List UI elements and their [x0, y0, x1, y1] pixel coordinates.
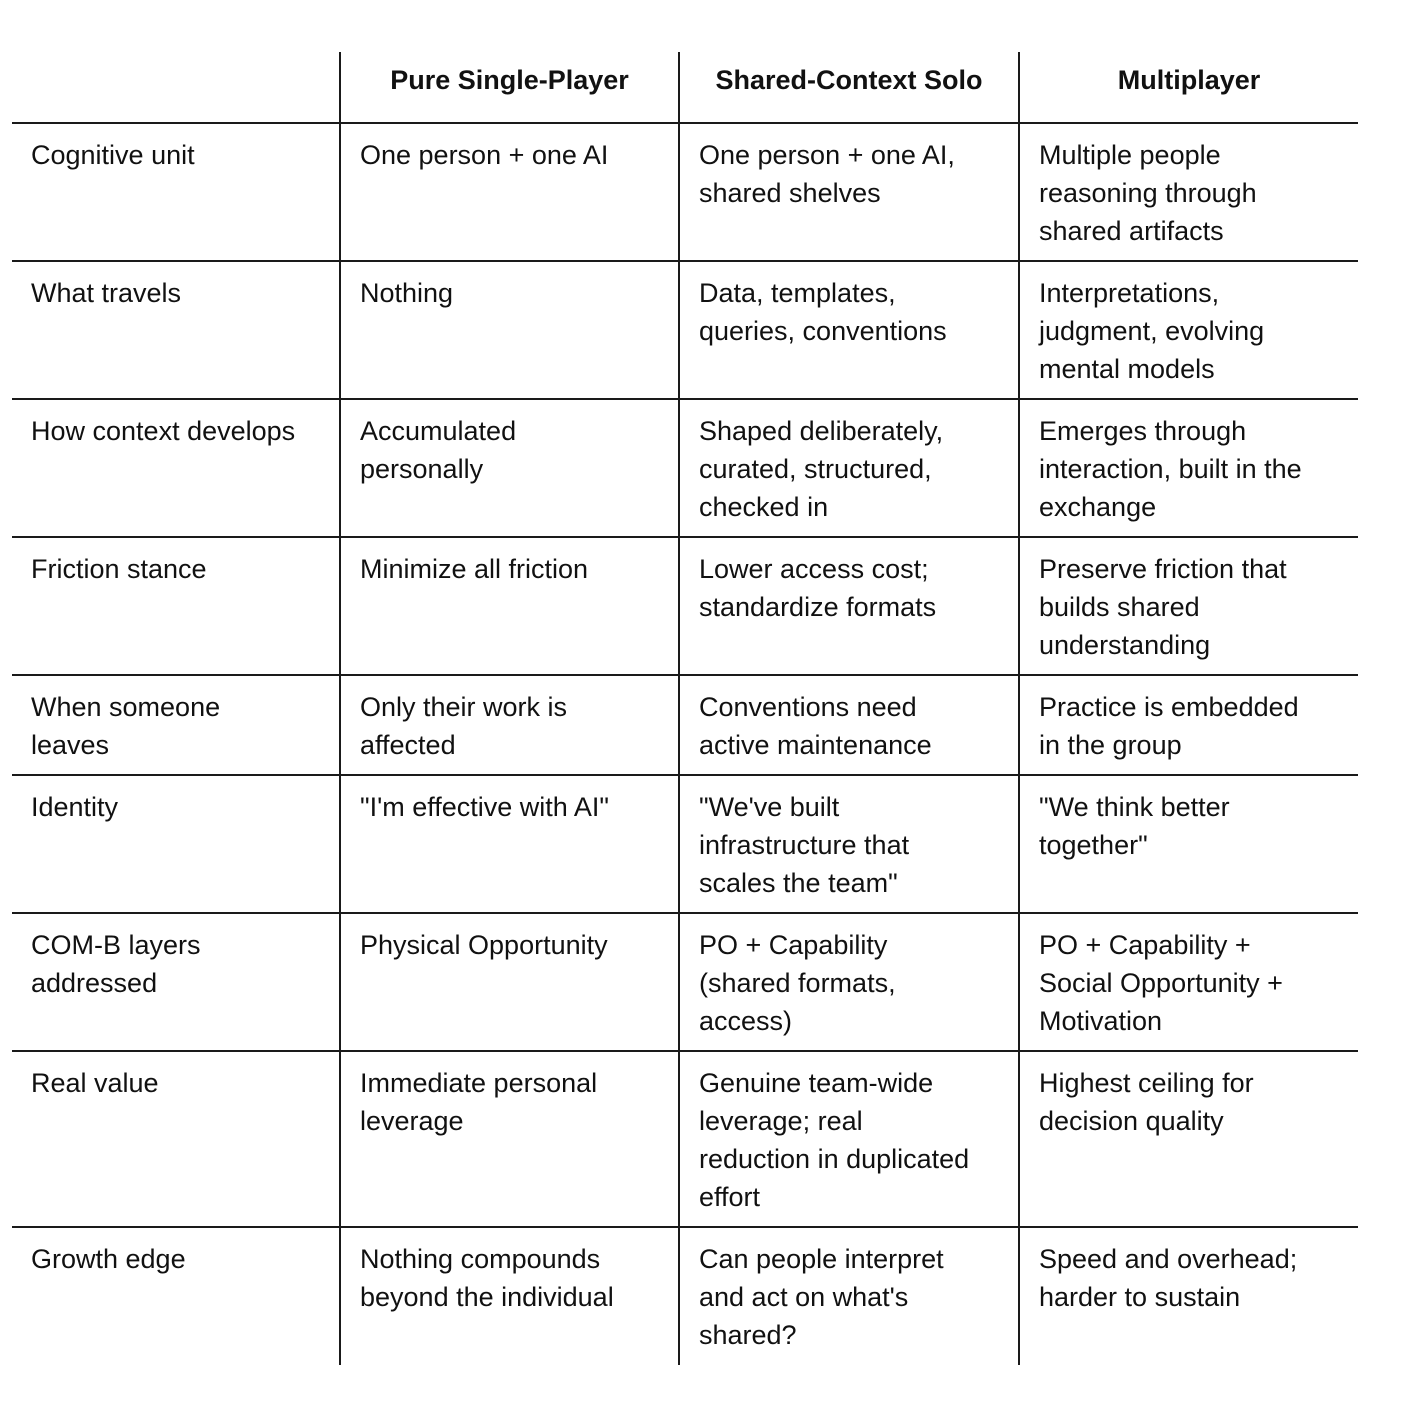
header-empty-cell — [12, 52, 340, 123]
table-row — [12, 913, 1358, 1051]
table-cell: Only their work is affected — [340, 675, 679, 775]
row-label: Real value — [12, 1051, 340, 1227]
row-label: Friction stance — [12, 537, 340, 675]
table-row — [12, 261, 1358, 399]
table-cell: Highest ceiling for decision quality — [1019, 1051, 1358, 1227]
table-cell: PO + Capability (shared formats, access) — [679, 913, 1019, 1051]
table-cell: Multiple people reasoning through shared artifacts — [1019, 123, 1358, 261]
table-row — [12, 775, 1358, 913]
table-row — [12, 1051, 1358, 1227]
table-row — [12, 123, 1358, 261]
header-shared-context-solo: Shared-Context Solo — [679, 52, 1019, 123]
table-cell: Can people interpret and act on what's shared? — [679, 1227, 1019, 1365]
table-cell: "We think better together" — [1019, 775, 1358, 913]
row-label: When someone leaves — [12, 675, 340, 775]
table-cell: "We've built infrastructure that scales the team" — [679, 775, 1019, 913]
header-multiplayer: Multiplayer — [1019, 52, 1358, 123]
table-cell: Genuine team-wide leverage; real reduction in duplicated effort — [679, 1051, 1019, 1227]
table-cell: Emerges through interaction, built in the exchange — [1019, 399, 1358, 537]
row-label: COM-B layers addressed — [12, 913, 340, 1051]
table-cell: Preserve friction that builds shared understanding — [1019, 537, 1358, 675]
table-cell: Interpretations, judgment, evolving mental models — [1019, 261, 1358, 399]
table-cell: PO + Capability + Social Opportunity + Motivation — [1019, 913, 1358, 1051]
comparison-table — [12, 52, 1358, 1365]
table-row — [12, 537, 1358, 675]
row-label: Cognitive unit — [12, 123, 340, 261]
table-cell: Speed and overhead; harder to sustain — [1019, 1227, 1358, 1365]
table-cell: Nothing compounds beyond the individual — [340, 1227, 679, 1365]
table-row — [12, 675, 1358, 775]
table-cell: One person + one AI, shared shelves — [679, 123, 1019, 261]
table-cell: Immediate personal leverage — [340, 1051, 679, 1227]
row-label: What travels — [12, 261, 340, 399]
header-row — [12, 52, 1358, 123]
table-cell: Data, templates, queries, conventions — [679, 261, 1019, 399]
table-row — [12, 399, 1358, 537]
row-label: How context develops — [12, 399, 340, 537]
table-row — [12, 1227, 1358, 1365]
table-cell: One person + one AI — [340, 123, 679, 261]
table-cell: Minimize all friction — [340, 537, 679, 675]
table-cell: "I'm effective with AI" — [340, 775, 679, 913]
table-cell: Lower access cost; standardize formats — [679, 537, 1019, 675]
comparison-table-wrapper — [12, 52, 1358, 1365]
table-cell: Nothing — [340, 261, 679, 399]
table-cell: Physical Opportunity — [340, 913, 679, 1051]
table-cell: Practice is embedded in the group — [1019, 675, 1358, 775]
table-cell: Conventions need active maintenance — [679, 675, 1019, 775]
table-cell: Accumulated personally — [340, 399, 679, 537]
table-cell: Shaped deliberately, curated, structured, checked in — [679, 399, 1019, 537]
row-label: Growth edge — [12, 1227, 340, 1365]
row-label: Identity — [12, 775, 340, 913]
header-pure-single-player: Pure Single-Player — [340, 52, 679, 123]
